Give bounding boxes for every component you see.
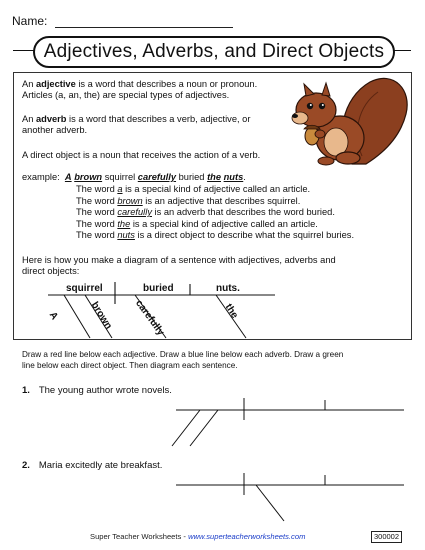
- diagram-verb: buried: [143, 283, 174, 294]
- question-text: Maria excitedly ate breakfast.: [38, 460, 163, 471]
- adjective-term: adjective: [35, 79, 76, 89]
- instructions: Draw a red line below each adjective. Draw a blue line below each adverb. Draw a green line below each direct object. Then diagram each sentence.: [22, 350, 344, 370]
- adjective-rest: is a word that describes a noun or pronoun.: [75, 79, 258, 89]
- question-number: 2.: [22, 460, 30, 471]
- diagram-modifier-the: the: [222, 302, 240, 321]
- footer-link[interactable]: www.superteacherworksheets.com: [188, 532, 306, 541]
- adverb-an: An: [22, 114, 34, 124]
- page-title: Adjectives, Adverbs, and Direct Objects: [43, 41, 385, 62]
- example-word-nuts: nuts: [223, 172, 244, 182]
- question-text: The young author wrote novels.: [38, 385, 172, 396]
- squirrel-illustration: [282, 68, 414, 174]
- adjective-an: An: [22, 79, 34, 89]
- title-banner: [33, 36, 395, 68]
- example-sentence: [22, 172, 246, 184]
- diagram-object: nuts.: [216, 283, 240, 294]
- example-word-a: A: [64, 172, 72, 182]
- diagram-intro: Here is how you make a diagram of a sentence with adjectives, adverbs and direct objects:: [22, 255, 336, 276]
- adverb-rest: is a word that describes a verb, adjective, or: [66, 114, 251, 124]
- worksheet-code: 300002: [371, 531, 402, 543]
- name-input-line[interactable]: [55, 27, 233, 28]
- adverb-term: adverb: [35, 114, 67, 124]
- example-word-squirrel: squirrel: [104, 172, 136, 182]
- title-rule-left: [13, 50, 35, 51]
- question-2: [22, 455, 162, 473]
- example-word-carefully: carefully: [137, 172, 177, 182]
- diagram-answer-area-2[interactable]: [170, 473, 408, 523]
- adjective-definition: [22, 79, 257, 101]
- explanation-line: The word the is a special kind of adjective called an article.: [76, 218, 318, 229]
- adverb-line2: another adverb.: [22, 125, 88, 135]
- example-explanations: [76, 184, 354, 242]
- diagram-modifier-carefully: carefully: [133, 298, 167, 338]
- explanation-line: The word nuts is a direct object to describe what the squirrel buries.: [76, 230, 355, 241]
- example-label: example:: [22, 172, 60, 182]
- direct-object-definition: A direct object is a noun that receives the action of a verb.: [22, 150, 261, 160]
- example-word-the: the: [207, 172, 222, 182]
- example-word-brown: brown: [74, 172, 103, 182]
- example-word-buried: buried: [178, 172, 205, 182]
- adverb-definition: [22, 114, 250, 136]
- explanation-line: The word carefully is an adverb that describes the word buried.: [76, 207, 335, 218]
- explanation-line: The word a is a special kind of adjective called an article.: [76, 184, 311, 194]
- explanation-line: The word brown is an adjective that describes squirrel.: [76, 195, 301, 206]
- footer-credit: [90, 532, 305, 541]
- diagram-modifier-a: A: [46, 310, 60, 322]
- question-number: 1.: [22, 385, 30, 396]
- diagram-modifier-brown: brown: [88, 300, 114, 332]
- example-period: .: [243, 172, 246, 182]
- diagram-subject: squirrel: [66, 283, 103, 294]
- footer-brand: Super Teacher Worksheets -: [90, 532, 189, 541]
- articles-note: Articles (a, an, the) are special types of adjectives.: [22, 90, 230, 100]
- name-label: Name:: [12, 14, 48, 28]
- diagram-answer-area-1[interactable]: [170, 398, 408, 448]
- question-1: [22, 380, 172, 398]
